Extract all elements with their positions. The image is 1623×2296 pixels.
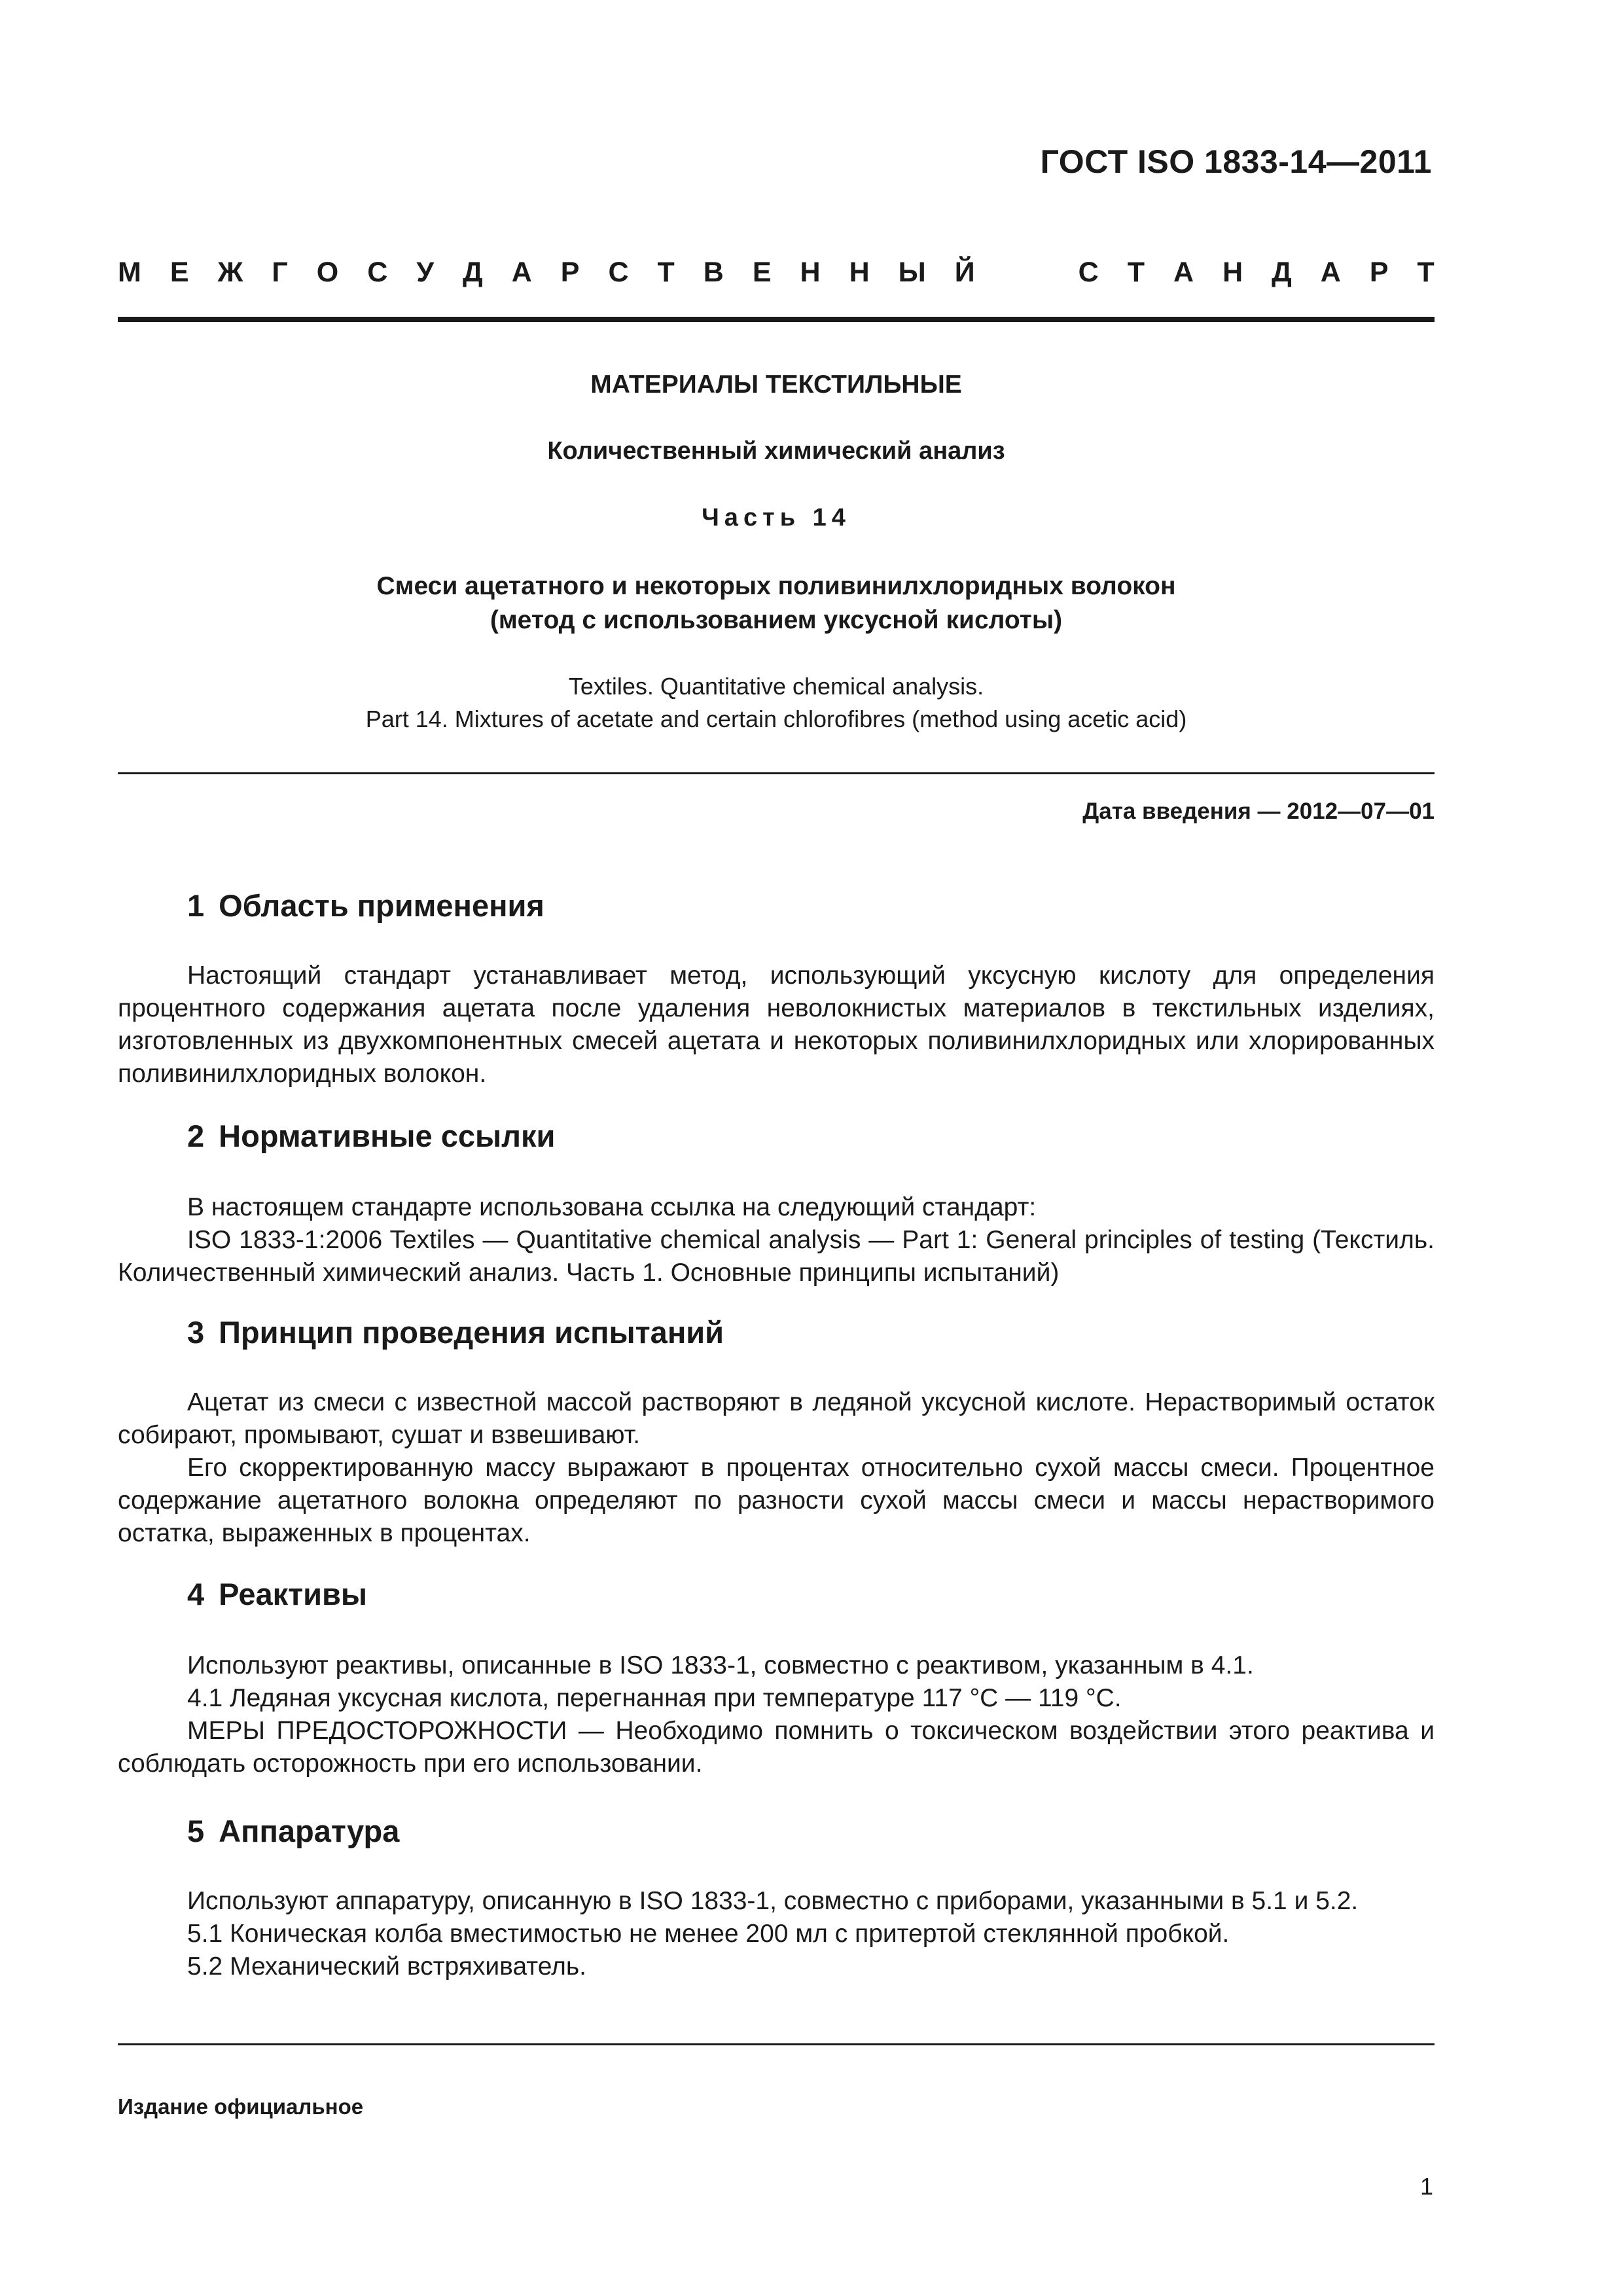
section-number: 4 — [187, 1577, 205, 1611]
letter: В — [703, 257, 724, 288]
letter: Ы — [898, 257, 926, 288]
paragraph: Используют аппаратуру, описанную в ISO 1833-1, совместно с приборами, указанными в 5.1 и 5.2. — [187, 1887, 1359, 1915]
section-title: Реактивы — [219, 1577, 368, 1611]
header-divider — [118, 317, 1435, 322]
letter: Й — [954, 257, 975, 288]
section-heading — [187, 1118, 555, 1154]
paragraph: В настоящем стандарте использована ссылка на следующий стандарт: — [187, 1193, 1037, 1221]
letter: С — [367, 257, 388, 288]
letter: Н — [1222, 257, 1243, 288]
letter: С — [1078, 257, 1099, 288]
letter: Р — [560, 257, 580, 288]
title-line-1: МАТЕРИАЛЫ ТЕКСТИЛЬНЫЕ — [590, 370, 962, 399]
letter: Е — [752, 257, 772, 288]
letter: Т — [657, 257, 675, 288]
section-number: 1 — [187, 888, 205, 923]
english-title-line-2: Part 14. Mixtures of acetate and certain chlorofibres (method using acetic acid) — [365, 706, 1187, 732]
section-heading — [187, 1576, 367, 1612]
paragraph: 4.1 Ледяная уксусная кислота, перегнанная при температуре 117 °С — 119 °С. — [187, 1684, 1122, 1712]
letter: А — [511, 257, 532, 288]
section-title: Нормативные ссылки — [219, 1119, 556, 1153]
section-heading — [187, 1314, 724, 1350]
letter: А — [1173, 257, 1194, 288]
official-edition-label: Издание официальное — [118, 2094, 364, 2119]
letter: Н — [849, 257, 870, 288]
section-title: Принцип проведения испытаний — [219, 1315, 724, 1350]
letter: Е — [169, 257, 189, 288]
paragraph: Ацетат из смеси с известной массой растворяют в ледяной уксусной кислоте. Нерастворимый остаток собирают, промывают, сушат и взвешивают. — [118, 1388, 1435, 1449]
footer-divider — [118, 2043, 1435, 2045]
title-line-3: Часть 14 — [702, 504, 851, 531]
paragraph: Настоящий стандарт устанавливает метод, использующий уксусную кислоту для определения процентного содержания ацетата после удаления неволокнистых материалов в текстильных изделиях, изготовленных из двухкомпонентных смесей ацетата и некоторых поливинилхлоридных или хлорированных поливинилхлоридных волокон. — [118, 961, 1435, 1088]
letter: Д — [463, 257, 483, 288]
title-line-2: Количественный химический анализ — [547, 437, 1005, 465]
section-heading — [187, 1813, 399, 1849]
paragraph: Его скорректированную массу выражают в процентах относительно сухой массы смеси. Процентное содержание ацетатного волокна определяют по разности сухой массы смеси и массы нерастворимого остатка, выраженных в процентах. — [118, 1454, 1435, 1547]
title-divider — [118, 772, 1435, 774]
section-number: 3 — [187, 1315, 205, 1350]
letter: Р — [1369, 257, 1389, 288]
page-number: 1 — [1419, 2173, 1433, 2200]
paragraph: Используют реактивы, описанные в ISO 1833-1, совместно с реактивом, указанным в 4.1. — [187, 1651, 1254, 1679]
letter: Н — [800, 257, 821, 288]
title-line-4b: (метод с использованием уксусной кислоты) — [490, 606, 1063, 634]
letter: О — [316, 257, 339, 288]
interstate-standard-heading — [118, 257, 1435, 289]
section-title: Область применения — [219, 888, 544, 923]
paragraph: 5.1 Коническая колба вместимостью не менее 200 мл с притертой стеклянной пробкой. — [187, 1920, 1230, 1948]
letter: У — [416, 257, 435, 288]
letter: Ж — [217, 257, 243, 288]
introduction-date: Дата введения — 2012—07—01 — [1082, 798, 1435, 824]
section-heading — [187, 888, 544, 924]
standard-number: ГОСТ ISO 1833-14—2011 — [1040, 143, 1432, 180]
word-gap — [1004, 257, 1050, 289]
title-line-4 — [118, 569, 1435, 637]
letter: М — [118, 257, 141, 288]
letter: Т — [1127, 257, 1145, 288]
paragraph: ISO 1833-1:2006 Textiles — Quantitative chemical analysis — Part 1: General principles of testing (Текстиль. Количественный химический анализ. Часть 1. Основные принципы испытаний) — [118, 1226, 1435, 1287]
section-number: 5 — [187, 1814, 205, 1848]
letter: Д — [1272, 257, 1292, 288]
letter: Г — [272, 257, 288, 288]
paragraph: МЕРЫ ПРЕДОСТОРОЖНОСТИ — Необходимо помнить о токсическом воздействии этого реактива и соблюдать осторожность при его использовании. — [118, 1717, 1435, 1778]
paragraph: 5.2 Механический встряхиватель. — [187, 1952, 587, 1981]
section-title: Аппаратура — [219, 1814, 400, 1848]
title-line-4a: Смеси ацетатного и некоторых поливинилхлоридных волокон — [376, 572, 1176, 600]
english-title-line-1: Textiles. Quantitative chemical analysis. — [568, 673, 984, 700]
letter: А — [1320, 257, 1341, 288]
english-title — [118, 670, 1435, 736]
letter: Т — [1417, 257, 1435, 288]
section-number: 2 — [187, 1119, 205, 1153]
letter: С — [608, 257, 629, 288]
